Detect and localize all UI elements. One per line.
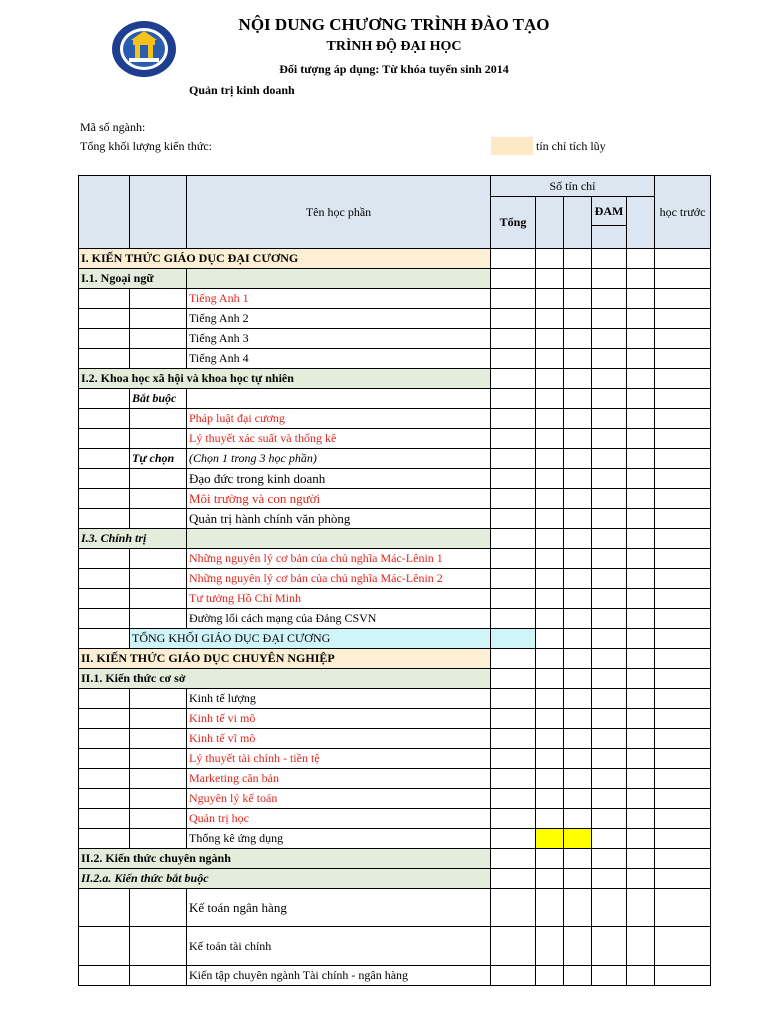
table-row [79,729,711,749]
table-row [79,769,711,789]
course-name: Tư tưởng Hồ Chí Minh [187,589,491,609]
credits-header: Số tín chỉ [491,176,655,197]
course-name: Những nguyên lý cơ bản của chủ nghĩa Mác-Lênin 1 [187,549,491,569]
table-row [79,589,711,609]
subsection-row [79,849,711,869]
subsection-title: II.1. Kiến thức cơ sở [79,669,491,689]
training-level: TRÌNH ĐỘ ĐẠI HỌC [326,39,462,54]
section-title: II. KIẾN THỨC GIÁO DỤC CHUYÊN NGHIỆP [79,649,491,669]
course-name: Kế toán tài chính [187,927,491,966]
table-row [79,689,711,709]
total-label: TỔNG KHỐI GIÁO DỤC ĐẠI CƯƠNG [130,629,491,649]
table-row [79,549,711,569]
credit-unit-label: tín chỉ tích lũy [536,139,606,153]
table-row [79,409,711,429]
major-code-label: Mã số ngành: [80,120,146,134]
highlighted-cell [564,829,592,849]
table-row [79,389,711,409]
dam-header: ĐAM [592,197,627,226]
table-row [79,309,711,329]
course-name: Tiếng Anh 1 [187,289,491,309]
course-name: Kinh tế vĩ mô [187,729,491,749]
table-row [79,329,711,349]
subsection-row [79,369,711,389]
section-title: I. KIẾN THỨC GIÁO DỤC ĐẠI CƯƠNG [79,249,491,269]
table-row [79,449,711,469]
table-row [79,709,711,729]
table-row [79,289,711,309]
subsection-title: I.2. Khoa học xã hội và khoa học tự nhiên [79,369,491,389]
course-name: Lý thuyết tài chính - tiền tệ [187,749,491,769]
table-row [79,569,711,589]
course-name: Môi trường và con người [187,489,491,509]
group-label: Bắt buộc [130,389,187,409]
table-row [79,469,711,489]
course-name: Kinh tế lượng [187,689,491,709]
table-row [79,889,711,927]
section-row [79,649,711,669]
course-name: Kinh tế vi mô [187,709,491,729]
table-row [79,809,711,829]
course-name-header: Tên học phần [187,176,491,249]
total-row [79,629,711,649]
subsection-title: I.3. Chính trị [79,529,187,549]
course-name: Những nguyên lý cơ bản của chủ nghĩa Mác-Lênin 2 [187,569,491,589]
total-knowledge-label: Tổng khối lượng kiến thức: [80,139,213,153]
course-name: Tiếng Anh 4 [187,349,491,369]
section-row [79,249,711,269]
table-row [79,509,711,529]
table-row [79,927,711,966]
table-row [79,966,711,986]
course-name: Pháp luật đại cương [187,409,491,429]
highlighted-cell [536,829,564,849]
course-name: Quản trị hành chính văn phòng [187,509,491,529]
total-credits-cell [491,137,533,155]
course-name: Quản trị học [187,809,491,829]
course-name: Đạo đức trong kinh doanh [187,469,491,489]
document-title: NỘI DUNG CHƯƠNG TRÌNH ĐÀO TẠO [238,15,550,34]
subsection-title: I.1. Ngoại ngữ [79,269,187,289]
course-name: Marketing căn bản [187,769,491,789]
subsection-row [79,269,711,289]
table-header-row-1 [79,176,711,197]
table-row [79,429,711,449]
total-credits-header: Tổng [491,197,536,249]
major-name: Quản trị kinh doanh [189,83,295,97]
table-row [79,789,711,809]
applicable-cohort: Đối tượng áp dụng: Từ khóa tuyển sinh 2014 [279,62,509,76]
table-row [79,489,711,509]
table-row [79,349,711,369]
table-row [79,829,711,849]
subsection-title: II.2.a. Kiến thức bắt buộc [79,869,491,889]
subsection-row [79,669,711,689]
course-name: Kiến tập chuyên ngành Tài chính - ngân hàng [187,966,491,986]
elective-note: (Chọn 1 trong 3 học phần) [187,449,491,469]
course-name: Nguyên lý kế toán [187,789,491,809]
course-name: Lý thuyết xác suất và thống kê [187,429,491,449]
course-name: Đường lối cách mạng của Đảng CSVN [187,609,491,629]
group-label: Tự chọn [130,449,187,469]
subsection-row [79,869,711,889]
course-name: Tiếng Anh 2 [187,309,491,329]
subsection-title: II.2. Kiến thức chuyên ngành [79,849,491,869]
curriculum-table [78,175,711,986]
course-name: Tiếng Anh 3 [187,329,491,349]
table-row [79,749,711,769]
course-name: Thống kê ứng dụng [187,829,491,849]
course-name: Kế toán ngân hàng [187,889,491,927]
subsection-row [79,529,711,549]
table-row [79,609,711,629]
prerequisite-header: học trước [655,176,711,249]
